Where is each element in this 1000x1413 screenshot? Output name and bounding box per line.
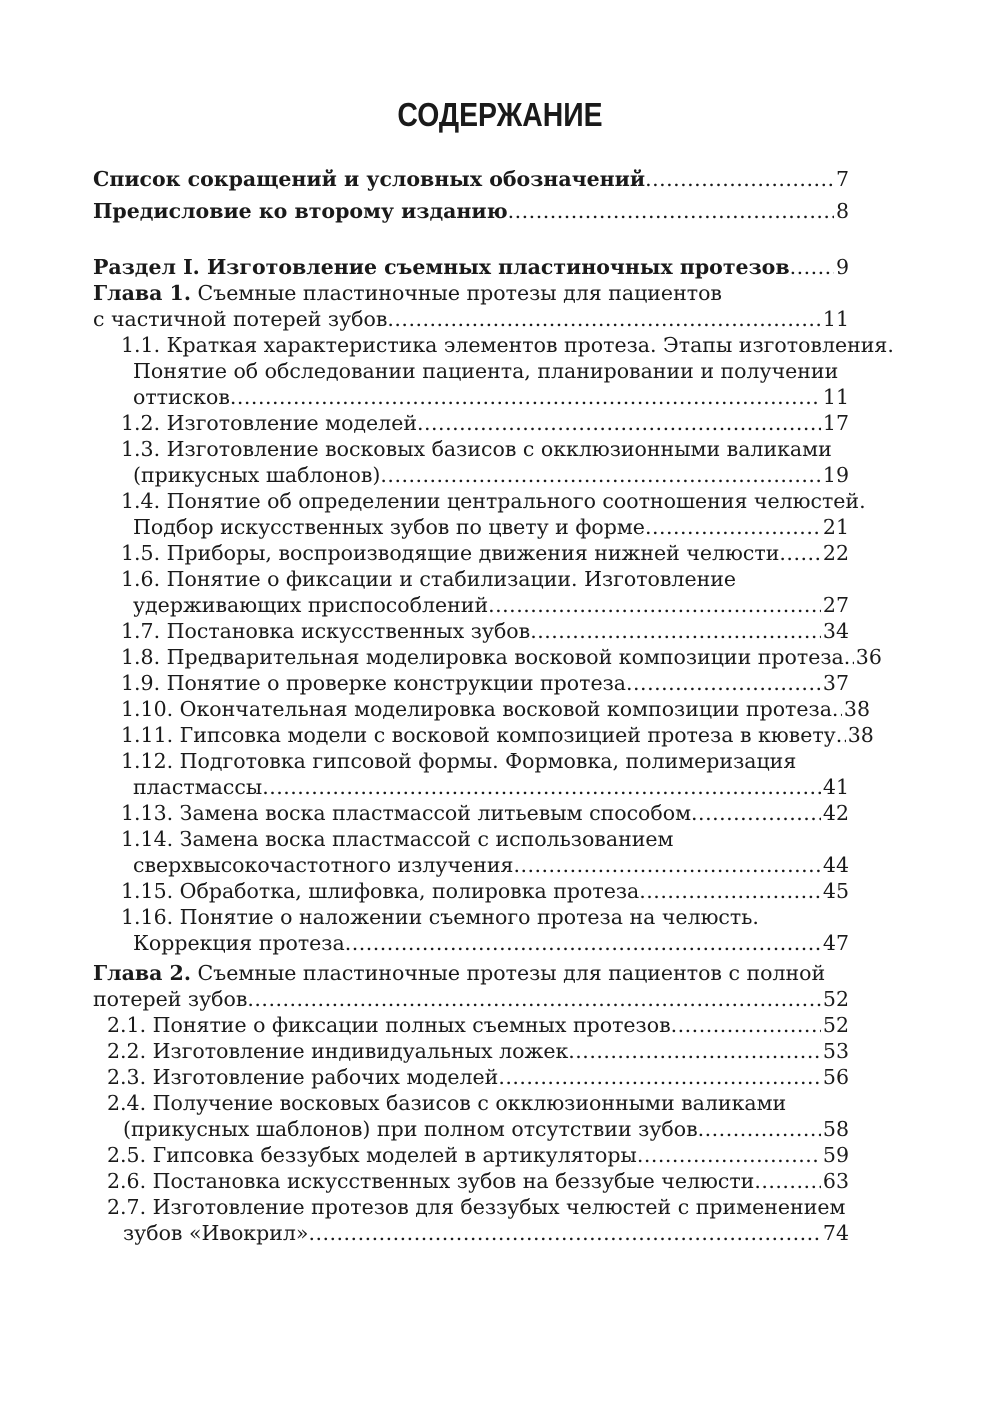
toc-entry (133, 462, 849, 488)
toc-entry (107, 1012, 849, 1038)
toc-entry (121, 696, 871, 722)
toc-entry-text (93, 961, 825, 985)
toc-entry-label: зубов «Ивокрил» (123, 1221, 309, 1245)
toc-entry (121, 644, 882, 670)
toc-entry-label: 1.12. Подготовка гипсовой формы. Формовка, полимеризация (121, 749, 797, 773)
toc-entry-text (133, 852, 513, 878)
dot-leader (488, 592, 821, 618)
toc-entry (107, 1064, 849, 1090)
toc-entry-text (107, 1064, 498, 1090)
toc-page-number: 44 (822, 853, 849, 877)
toc-page-number: 7 (835, 167, 849, 191)
toc-page-number: 41 (822, 775, 849, 799)
toc-page-number: 38 (847, 723, 874, 747)
toc-page-number: 34 (822, 619, 849, 643)
dot-leader (698, 1116, 821, 1142)
toc-entry (121, 540, 849, 566)
toc-entry-text (121, 333, 894, 357)
toc-entry-text (107, 1012, 671, 1038)
dot-leader (380, 462, 821, 488)
dot-leader (637, 1142, 821, 1168)
toc-entry-label: 2.1. Понятие о фиксации полных съемных протезов (107, 1013, 671, 1037)
toc-entry (121, 436, 1000, 462)
toc-page-number: 47 (822, 931, 849, 955)
toc-entry-label: 2.2. Изготовление индивидуальных ложек (107, 1039, 569, 1063)
toc-entry-text (93, 986, 247, 1012)
toc-entry-label: 1.9. Понятие о проверке конструкции протеза (121, 671, 627, 695)
toc-entry (133, 774, 849, 800)
toc-page-number: 19 (822, 463, 849, 487)
toc-entry-text (121, 540, 779, 566)
toc-entry-text (121, 644, 844, 670)
toc-entry-label: с частичной потерей зубов (93, 307, 388, 331)
toc-page-number: 11 (822, 307, 849, 331)
dot-leader (513, 852, 820, 878)
toc-entry-label: 1.6. Понятие о фиксации и стабилизации. Изготовление (121, 567, 737, 591)
dot-leader (790, 254, 834, 280)
toc-page-number: 27 (822, 593, 849, 617)
toc-entry-text (121, 670, 626, 696)
toc-page-number: 42 (822, 801, 849, 825)
toc-entry (133, 384, 849, 410)
toc-entry-text (123, 1220, 308, 1246)
toc-entry (107, 1194, 1000, 1220)
toc-entry-label: (прикусных шаблонов) (133, 463, 381, 487)
toc-page-number: 58 (822, 1117, 849, 1141)
toc-entry (121, 904, 1000, 930)
dot-leader (308, 1220, 820, 1246)
toc-entry-bold-label: Глава 1. (93, 281, 191, 305)
toc-entry-label: 1.13. Замена воска пластмассой литьевым способом (121, 801, 692, 825)
toc-entry-text (121, 489, 866, 513)
toc-entry-label: 1.14. Замена воска пластмассой с использованием (121, 827, 674, 851)
toc-entry (107, 1038, 849, 1064)
toc-entry-label: 2.5. Гипсовка беззубых моделей в артикуляторы (107, 1143, 637, 1167)
toc-entry-bold-label: Раздел I. Изготовление съемных пластиночных протезов (93, 255, 790, 279)
toc-entry (93, 280, 1000, 306)
dot-leader (530, 618, 821, 644)
toc-entry (121, 618, 849, 644)
dot-leader (262, 774, 821, 800)
dot-leader (230, 384, 821, 410)
toc-entry-text (121, 800, 691, 826)
toc-entry (121, 800, 849, 826)
toc-entry (121, 410, 849, 436)
dot-leader (645, 514, 821, 540)
toc-entry-label: 1.16. Понятие о наложении съемного протеза на челюсть. (121, 905, 759, 929)
toc-entry-label: 2.4. Получение восковых базисов с окклюзионными валиками (107, 1091, 787, 1115)
toc-entry-label: (прикусных шаблонов) при полном отсутствии зубов (123, 1117, 698, 1141)
toc-entry (121, 332, 1000, 358)
toc-page-number: 9 (835, 255, 849, 279)
toc-page-number: 38 (843, 697, 871, 721)
toc-entry-bold-label: Список сокращений и условных обозначений (93, 167, 646, 191)
toc-entry-label: оттисков (133, 385, 230, 409)
toc-entry (121, 748, 1000, 774)
toc-entry (107, 1142, 849, 1168)
toc-entry-text (123, 1116, 698, 1142)
toc-entry-text (121, 878, 639, 904)
toc-entry-label: потерей зубов (93, 987, 248, 1011)
toc-entry-text (133, 359, 838, 383)
toc-entry-text (121, 722, 836, 748)
toc-entry-text (133, 774, 262, 800)
toc-entry-label: 1.1. Краткая характеристика элементов протеза. Этапы изготовления. (121, 333, 894, 357)
toc-entry-text (121, 437, 832, 461)
toc-entry-text (133, 592, 488, 618)
toc-entry-text (121, 827, 673, 851)
toc-entry-text (121, 567, 736, 591)
toc-entry (121, 566, 1000, 592)
dot-leader (417, 410, 821, 436)
toc-entry-text (107, 1091, 786, 1115)
toc-entry-text (93, 281, 722, 305)
toc-entry-label: 2.3. Изготовление рабочих моделей (107, 1065, 499, 1089)
toc-entry-text (133, 514, 645, 540)
toc-page-number: 52 (822, 987, 849, 1011)
toc-entry-text (121, 410, 417, 436)
toc-entry-label: 1.2. Изготовление моделей (121, 411, 417, 435)
toc-entry-label: 1.5. Приборы, воспроизводящие движения нижней челюсти (121, 541, 780, 565)
toc-entry (93, 960, 1000, 986)
toc-entry (121, 670, 849, 696)
toc-entry (123, 1220, 849, 1246)
toc-entry-text (107, 1168, 754, 1194)
toc-entry-label: Подбор искусственных зубов по цвету и форме (133, 515, 645, 539)
dot-leader (645, 166, 834, 192)
toc-page-number: 52 (822, 1013, 849, 1037)
toc-entry-bold-label: Глава 2. (93, 961, 191, 985)
toc-entry-label: Коррекция протеза (133, 931, 345, 955)
dot-leader (754, 1168, 821, 1194)
toc-entry (107, 1090, 1000, 1116)
toc-entry (93, 166, 849, 192)
toc-entry-text (121, 618, 530, 644)
toc-entry (107, 1168, 849, 1194)
toc-page-number: 8 (835, 199, 849, 223)
dot-leader (345, 930, 821, 956)
toc-entry-label: пластмассы (133, 775, 263, 799)
toc-entry-label: 1.3. Изготовление восковых базисов с окклюзионными валиками (121, 437, 832, 461)
toc-entry (121, 722, 874, 748)
toc-entry-label: 1.10. Окончательная моделировка восковой композиции протеза (121, 697, 832, 721)
toc-entry-text (133, 462, 380, 488)
toc-page-number: 74 (822, 1221, 849, 1245)
toc-entry-text (133, 384, 230, 410)
toc-page-number: 11 (822, 385, 849, 409)
dot-leader (387, 306, 821, 332)
toc-entry-text (107, 1195, 845, 1219)
toc-page-number: 36 (855, 645, 882, 669)
toc-entry (133, 592, 849, 618)
dot-leader (508, 198, 834, 224)
toc-page-number: 56 (822, 1065, 849, 1089)
toc-entry (123, 1116, 849, 1142)
toc-entry-label: Съемные пластиночные протезы для пациентов (190, 281, 722, 305)
toc-entry-label: Съемные пластиночные протезы для пациентов с полной (190, 961, 826, 985)
toc-page-number: 63 (822, 1169, 849, 1193)
toc-entry-text (107, 1038, 568, 1064)
dot-leader (671, 1012, 821, 1038)
dot-leader (639, 878, 821, 904)
toc-entry (121, 878, 849, 904)
toc-entry (93, 986, 849, 1012)
toc-entry-text (93, 166, 645, 192)
toc-entry-label: 2.6. Постановка искусственных зубов на беззубые челюсти (107, 1169, 755, 1193)
toc-entry-text (121, 905, 759, 929)
toc-entry-label: 1.4. Понятие об определении центрального соотношения челюстей. (121, 489, 866, 513)
toc-page-number: 59 (822, 1143, 849, 1167)
toc-entry-text (107, 1142, 637, 1168)
toc-entry-label: 1.15. Обработка, шлифовка, полировка протеза (121, 879, 640, 903)
page-title: СОДЕРЖАНИЕ (397, 96, 603, 133)
toc-page-number: 53 (822, 1039, 849, 1063)
dot-leader (779, 540, 821, 566)
toc-entry-label: 1.8. Предварительная моделировка восковой композиции протеза (121, 645, 844, 669)
dot-leader (836, 722, 846, 748)
toc-entry (93, 198, 849, 224)
toc-entry-text (93, 254, 790, 280)
toc-page-number: 22 (822, 541, 849, 565)
dot-leader (844, 644, 854, 670)
toc-entry (93, 306, 849, 332)
toc-entry-label: удерживающих приспособлений (133, 593, 489, 617)
toc-entry (121, 826, 1000, 852)
toc-entry-text (121, 696, 832, 722)
toc-entry-text (133, 930, 345, 956)
dot-leader (691, 800, 821, 826)
toc-entry-label: сверхвысокочастотного излучения (133, 853, 514, 877)
toc-entry (133, 514, 849, 540)
toc-page-number: 45 (822, 879, 849, 903)
dot-leader (498, 1064, 821, 1090)
toc-entry-text (93, 198, 508, 224)
toc-page-number: 17 (822, 411, 849, 435)
toc-entry (133, 358, 1000, 384)
toc-entry-label: 2.7. Изготовление протезов для беззубых челюстей с применением (107, 1195, 846, 1219)
toc-entry (133, 930, 849, 956)
dot-leader (626, 670, 821, 696)
toc-entry-label: Понятие об обследовании пациента, планировании и получении (133, 359, 839, 383)
toc-entry-label: 1.7. Постановка искусственных зубов (121, 619, 531, 643)
toc-entry-label: 1.11. Гипсовка модели с восковой композицией протеза в кювету (121, 723, 836, 747)
toc-entry (133, 852, 849, 878)
dot-leader (832, 696, 842, 722)
toc-entry-text (93, 306, 387, 332)
toc-entry (93, 254, 849, 280)
toc-entry-bold-label: Предисловие ко второму изданию (93, 199, 508, 223)
dot-leader (568, 1038, 821, 1064)
toc-entry-text (121, 749, 796, 773)
dot-leader (247, 986, 821, 1012)
toc-entry (121, 488, 1000, 514)
toc-page-number: 37 (822, 671, 849, 695)
toc-page-number: 21 (822, 515, 849, 539)
